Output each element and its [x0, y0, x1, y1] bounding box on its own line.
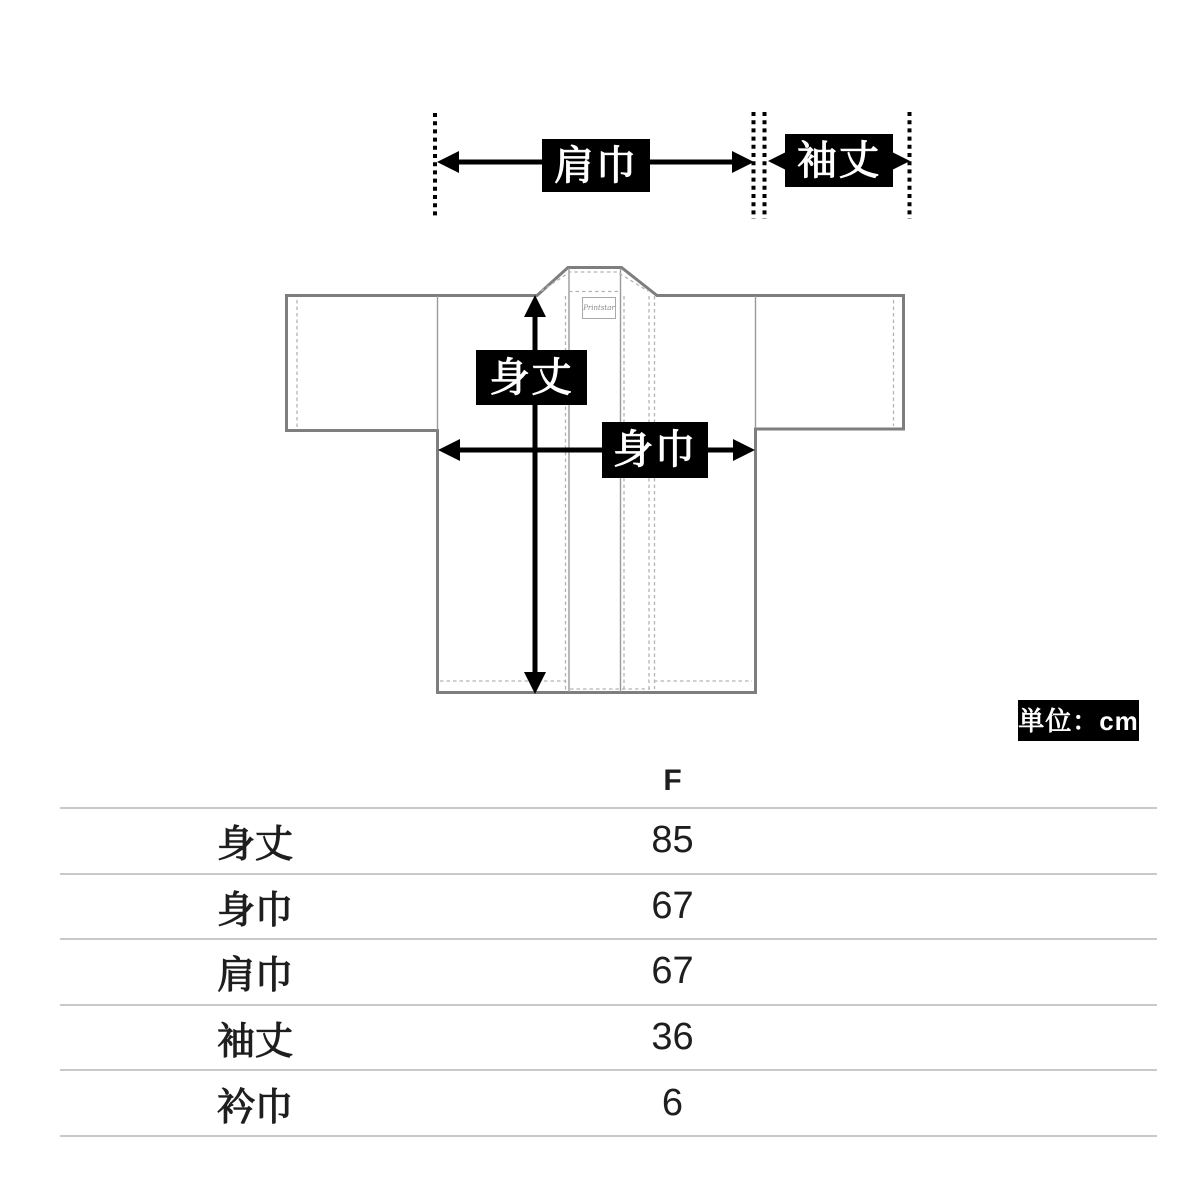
- table-row-body-width: [60, 875, 1157, 941]
- table-row-collar-width: [60, 1071, 1157, 1137]
- row-value: 6: [661, 1081, 684, 1124]
- row-label: 衿巾: [216, 1086, 293, 1129]
- row-value: 67: [651, 884, 694, 927]
- row-value: 67: [651, 950, 694, 993]
- body-width-label: 身巾: [602, 422, 708, 478]
- size-column-header: F: [663, 764, 682, 797]
- arrowhead-left-icon: [437, 151, 459, 173]
- row-label: 身巾: [216, 889, 293, 932]
- table-row-shoulder-width: [60, 940, 1157, 1006]
- sleeve-length-label: 袖丈: [785, 134, 893, 187]
- row-label: 肩巾: [216, 955, 293, 998]
- arrowhead-right-icon: [732, 151, 754, 173]
- body-length-label: 身丈: [476, 350, 587, 405]
- brand-tag: Printstar: [582, 297, 616, 319]
- row-value: 85: [651, 819, 694, 862]
- table-row-body-length: [60, 809, 1157, 875]
- row-label: 身丈: [216, 824, 293, 867]
- unit-badge: 単位：cm: [1018, 700, 1139, 741]
- shoulder-width-label: 肩巾: [542, 139, 650, 192]
- row-value: 36: [651, 1016, 694, 1059]
- size-table-header-row: [60, 755, 1157, 809]
- garment-outline: [287, 268, 904, 693]
- row-label: 袖丈: [216, 1021, 293, 1064]
- table-row-sleeve-length: [60, 1006, 1157, 1072]
- size-table: [60, 755, 1157, 1137]
